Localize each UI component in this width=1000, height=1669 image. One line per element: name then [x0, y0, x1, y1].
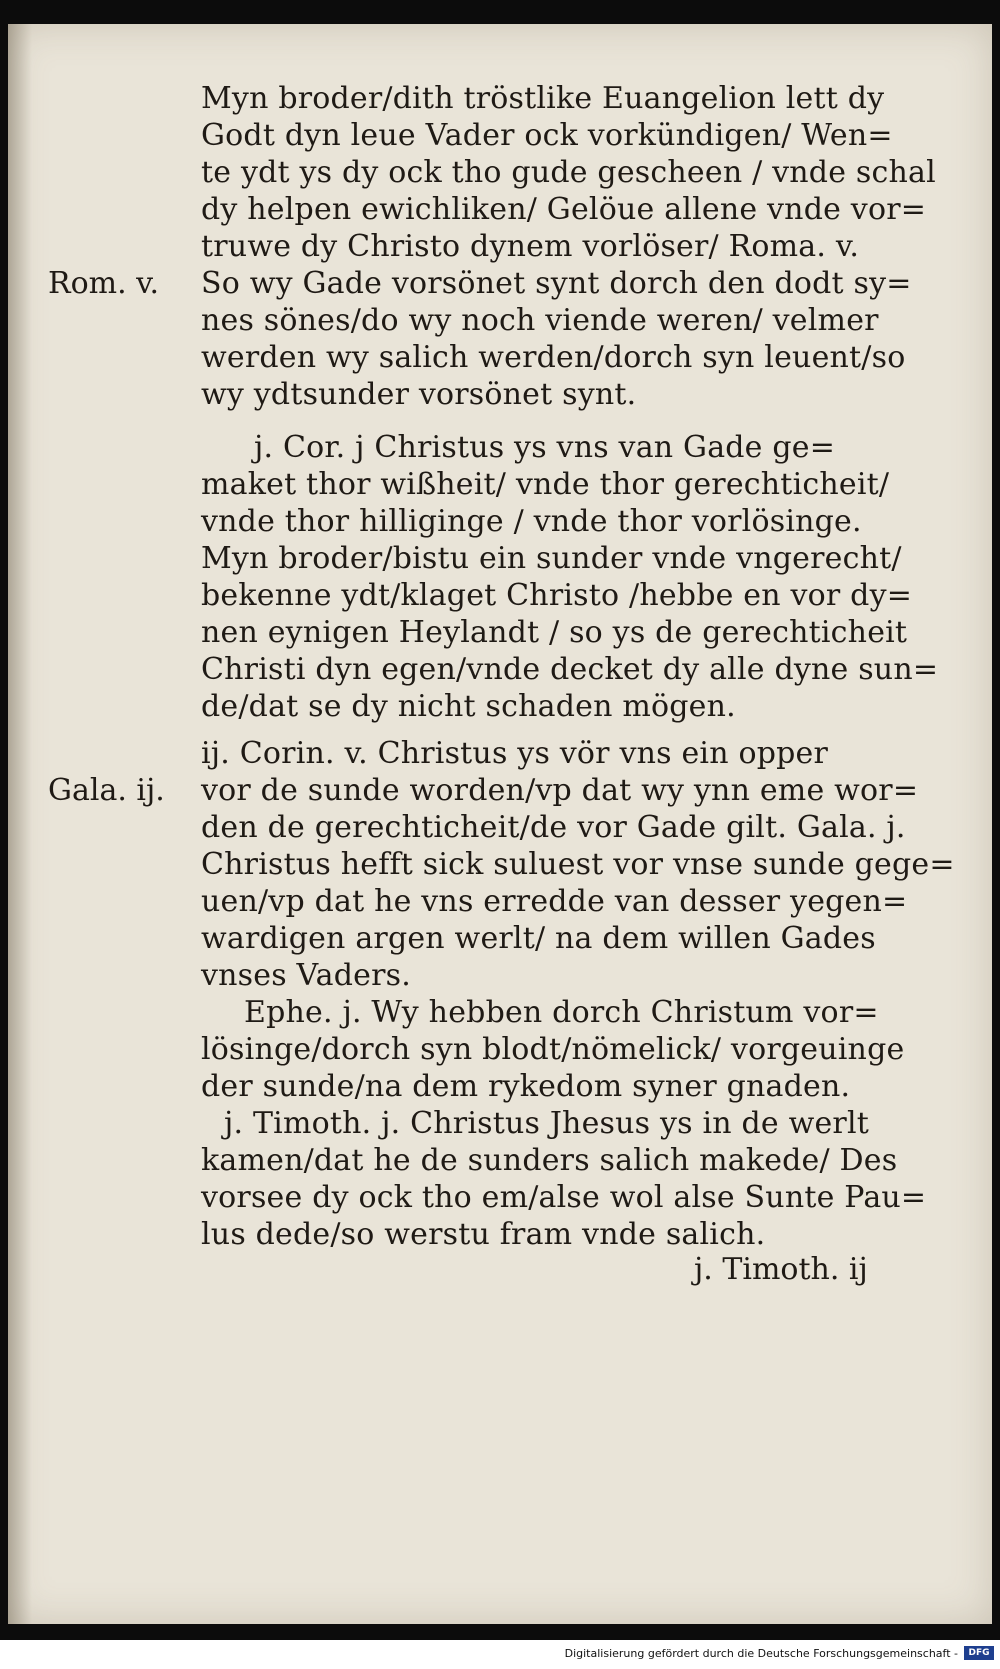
text-line: te ydt ys dy ock tho gude gescheen / vnde schal [201, 155, 936, 190]
text-line: vnses Vaders. [201, 958, 411, 993]
dfg-logo: DFG [964, 1646, 994, 1660]
text-line: maket thor wißheit/ vnde thor gerechticheit/ [201, 467, 890, 502]
text-line: Godt dyn leue Vader ock vorkündigen/ Wen= [201, 118, 893, 153]
text-line: Ephe. j. Wy hebben dorch Christum vor= [244, 995, 879, 1030]
text-line: wardigen argen werlt/ na dem willen Gades [201, 921, 876, 956]
text-line: lus dede/so werstu fram vnde salich. [201, 1217, 766, 1252]
text-line: Myn broder/dith tröstlike Euangelion lett dy [201, 81, 885, 116]
text-line: kamen/dat he de sunders salich makede/ Des [201, 1143, 898, 1178]
text-line: j. Cor. j Christus ys vns van Gade ge= [254, 430, 836, 465]
text-line: der sunde/na dem rykedom syner gnaden. [201, 1069, 851, 1104]
text-line: nes sönes/do wy noch viende weren/ velmer [201, 303, 879, 338]
text-line: dy helpen ewichliken/ Gelöue allene vnde vor= [201, 192, 927, 227]
text-line: de/dat se dy nicht schaden mögen. [201, 689, 736, 724]
text-line: vor de sunde worden/vp dat wy ynn eme wor= [201, 773, 919, 808]
footer-bar [0, 1640, 1000, 1669]
text-line: nen eynigen Heylandt / so ys de gerechticheit [201, 615, 908, 650]
catchword: j. Timoth. ij [694, 1252, 868, 1287]
text-line: j. Timoth. j. Christus Jhesus ys in de werlt [224, 1106, 870, 1141]
text-line: ij. Corin. v. Christus ys vör vns ein opper [201, 736, 829, 771]
margin-note-gala: Gala. ij. [48, 773, 165, 808]
book-page [8, 24, 992, 1624]
text-line: vorsee dy ock tho em/alse wol alse Sunte Pau= [201, 1180, 927, 1215]
text-line: wy ydtsunder vorsönet synt. [201, 377, 637, 412]
text-line: lösinge/dorch syn blodt/nömelick/ vorgeuinge [201, 1032, 905, 1067]
funding-credit: Digitalisierung gefördert durch die Deutsche Forschungsgemeinschaft - [564, 1647, 958, 1660]
text-line: Christi dyn egen/vnde decket dy alle dyne sun= [201, 652, 939, 687]
margin-note-rom: Rom. v. [48, 266, 160, 301]
text-line: Myn broder/bistu ein sunder vnde vngerecht/ [201, 541, 902, 576]
text-line: vnde thor hilliginge / vnde thor vorlösinge. [201, 504, 862, 539]
text-line: den de gerechticheit/de vor Gade gilt. Gala. j. [201, 810, 906, 845]
text-line: truwe dy Christo dynem vorlöser/ Roma. v. [201, 229, 860, 264]
text-line: bekenne ydt/klaget Christo /hebbe en vor dy= [201, 578, 913, 613]
text-line: uen/vp dat he vns erredde van desser yegen= [201, 884, 908, 919]
text-line: werden wy salich werden/dorch syn leuent/so [201, 340, 906, 375]
text-line: Christus hefft sick suluest vor vnse sunde gege= [201, 847, 955, 882]
text-line: So wy Gade vorsönet synt dorch den dodt sy= [201, 266, 912, 301]
